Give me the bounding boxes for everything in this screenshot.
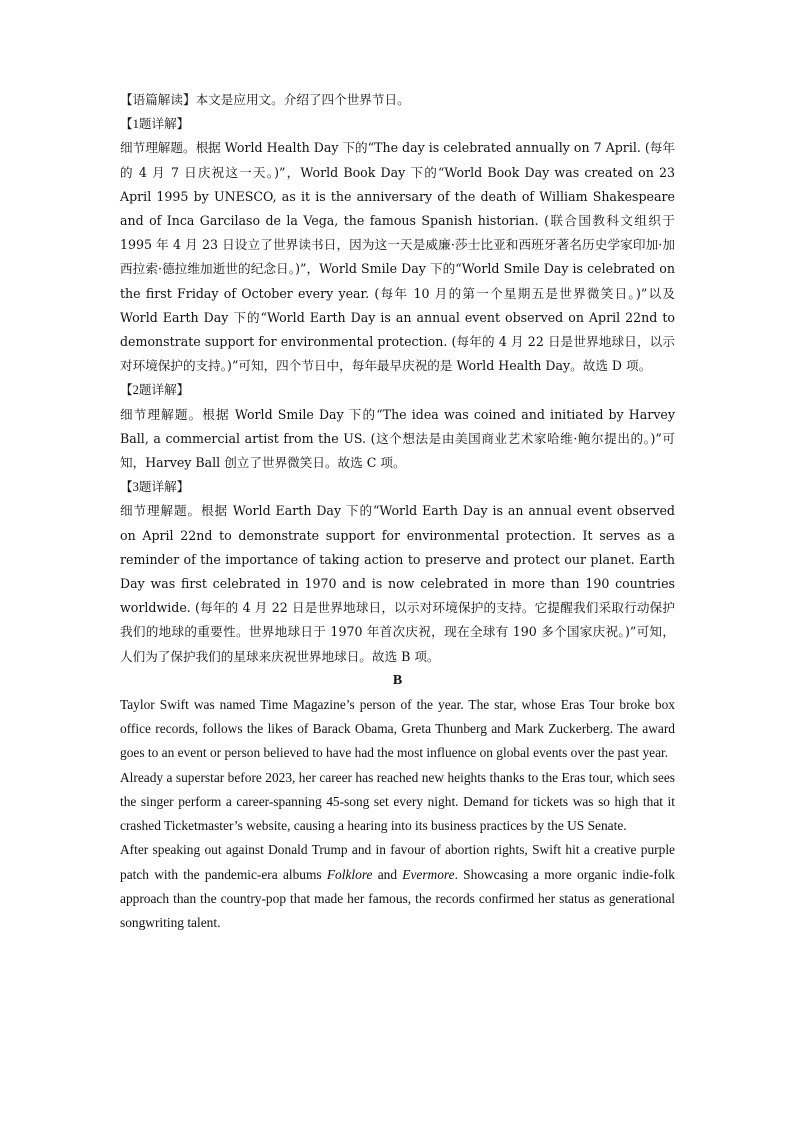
q2-heading: 【2题详解】 [120, 383, 190, 398]
album-evermore: Evermore [402, 866, 455, 882]
q2-explanation: 细节理解题。根据 World Smile Day 下的“The idea was coined and initiated by Harvey Ball, a commercial artist from the US. (这个想法是由美国商业艺术家哈维·鲍尔提出的。)”可知，Harvey Ball 创立了世界微笑日。故选 C 项。 [120, 406, 675, 471]
q1-heading: 【1题详解】 [120, 117, 190, 132]
intro-paragraph: 【语篇解读】本文是应用文。介绍了四个世界节日。 [120, 92, 410, 107]
para3-start: After speaking out against Donald Trump and in favour of abortion rights, Swift hit a creative purple patch with the pandemic-era albums [120, 842, 675, 882]
q1-explanation: 细节理解题。根据 World Health Day 下的“The day is celebrated annually on 7 April. (每年的 4 月 7 日庆祝这一天。)”，World Book Day 下的“World Book Day was created on 23 April 1995 by UNESCO, as it is the anniversary of the death of William Shakespeare and of Inca Garcilaso de la Vega, the famous Spanish historian. (联合国教科文组织于 1995 年 4 月 23 日设立了世界读书日，因为这一天是威廉·莎士比亚和西班牙著名历史学家印加·加西拉索·德拉维加逝世的纪念日。)”，World Smile Day 下的“World Smile Day is celebrated on the first Friday of October every year. (每年 10 月的第一个星期五是世界微笑日。)”以及 World Earth Day 下的“World Earth Day is an annual event observed on April 22nd to demonstrate support for environmental protection. (每年的 4 月 22 日是世界地球日，以示对环境保护的支持。)”可知，四个节日中，每年最早庆祝的是 World Health Day。故选 D 项。 [120, 140, 675, 374]
para3-and: and [372, 866, 403, 882]
q3-explanation: 细节理解题。根据 World Earth Day 下的“World Earth Day is an annual event observed on April 22nd to demonstrate support for environmental protection. It serves as a reminder of the importance of taking action to preserve and protect our planet. Earth Day was first celebrated in 1970 and is now celebrated in more than 190 countries worldwide. (每年的 4 月 22 日是世界地球日，以示对环境保护的支持。它提醒我们采取行动保护我们的地球的重要性。世界地球日于 1970 年首次庆祝，现在全球有 190 多个国家庆祝。)”可知，人们为了保护我们的星球来庆祝世界地球日。故选 B 项。 [120, 503, 675, 664]
para3-end: . Showcasing a more organic indie-folk approach than the country-pop that made her famous, the records confirmed her status as generational songwriting talent. [120, 866, 675, 930]
q3-heading: 【3题详解】 [120, 480, 190, 495]
section-b-title: B [392, 672, 403, 688]
document-page [120, 88, 675, 935]
album-folklore: Folklore [326, 866, 373, 882]
passage-b-paragraph-1: Taylor Swift was named Time Magazine’s person of the year. The star, whose Eras Tour broke box office records, follows the likes of Barack Obama, Greta Thunberg and Mark Zuckerberg. The award goes to an event or person believed to have had the most influence on global events over the past year. [120, 697, 675, 761]
passage-b-paragraph-2: Already a superstar before 2023, her career has reached new heights thanks to the Eras tour, which sees the singer perform a career-spanning 45-song set every night. Demand for tickets was so high that it crashed Ticketmaster’s website, causing a hearing into its business practices by the US Senate. [120, 769, 675, 834]
passage-b-paragraph-3 [120, 838, 675, 935]
